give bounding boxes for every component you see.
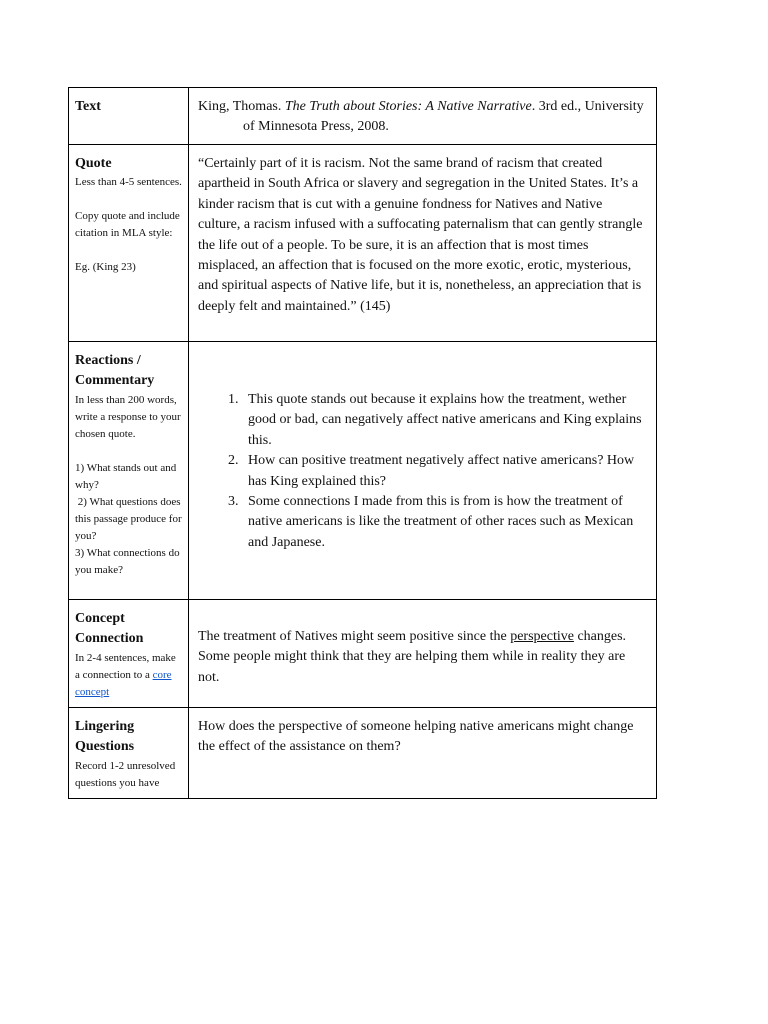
concept-text-start: The treatment of Natives might seem positive since the <box>198 629 511 644</box>
quote-label: Quote <box>75 156 112 171</box>
quote-note-length: Less than 4-5 sentences. <box>75 176 182 189</box>
reactions-note-q1: 1) What stands out and why? <box>75 461 177 491</box>
reactions-label: Reactions / Commentary <box>75 353 155 389</box>
reactions-note-q3: 3) What connections do you make? <box>75 546 180 576</box>
reaction-item: 3. Some connections I made from this is from is how the treatment of native americans is like the treatment of other races such as Mexican and Japanese. <box>242 492 647 553</box>
concept-note-text: In 2-4 sentences, make a connection to a <box>75 651 176 681</box>
text-row <box>69 88 657 145</box>
quote-row <box>69 145 657 342</box>
quote-text: “Certainly part of it is racism. Not the same brand of racism that created apartheid in South Africa or slavery and segregation in the United States. It’s a kinder racism that is cut with a genuine fondness for Natives and Native culture, a racism infused with a suffocating paternalism that can gently strangle the life out of a people. To be sure, it is an affection that is most times misplaced, an affection that is focused on the more exotic, erotic, mysterious, and spiritual aspects of Native life, but it is, nonetheless, an appreciation that is deeply felt and maintained.” (145) <box>189 145 657 342</box>
text-label: Text <box>75 99 101 114</box>
reading-response-table <box>68 87 657 799</box>
perspective-term: perspective <box>510 629 574 644</box>
reactions-note-q2: 2) What questions does this passage produce for you? <box>75 495 185 542</box>
citation-publisher: . 3rd ed., University <box>531 99 644 114</box>
citation-title: The Truth about Stories: A Native Narrative <box>284 99 532 114</box>
reactions-list <box>198 390 647 553</box>
reactions-row <box>69 342 657 600</box>
reactions-note-intro: In less than 200 words, write a response to your chosen quote. <box>75 393 181 440</box>
core-concept-link[interactable]: core concept <box>75 668 172 698</box>
concept-row <box>69 600 657 708</box>
lingering-label-cell <box>69 707 189 798</box>
reaction-item: 1. This quote stands out because it explains how the treatment, wether good or bad, can negatively affect native americans and King explains this. <box>242 390 647 451</box>
concept-note <box>75 650 183 701</box>
quote-label-cell <box>69 145 189 342</box>
lingering-row <box>69 707 657 798</box>
citation-author: King, Thomas. <box>198 99 282 114</box>
concept-label-cell <box>69 600 189 708</box>
quote-note-citation: Copy quote and include citation in MLA style: <box>75 210 180 240</box>
citation-line-1 <box>198 97 647 117</box>
lingering-note: Record 1-2 unresolved questions you have <box>75 759 176 789</box>
lingering-label: Lingering Questions <box>75 718 135 755</box>
lingering-text: How does the perspective of someone helping native americans might change the effect of the assistance on them? <box>189 707 657 798</box>
quote-note-example: Eg. (King 23) <box>75 261 136 274</box>
citation-line-2: of Minnesota Press, 2008. <box>243 119 389 135</box>
concept-text-end: changes. Some people might think that they are helping them while in reality they are not. <box>198 629 627 685</box>
citation-cell <box>189 88 657 145</box>
reactions-cell <box>189 342 657 600</box>
text-label-cell <box>69 88 189 145</box>
concept-cell <box>189 600 657 708</box>
reaction-item: 2. How can positive treatment negatively affect native americans? How has King explained this? <box>242 451 647 492</box>
concept-label: Concept Connection <box>75 611 144 647</box>
reactions-label-cell <box>69 342 189 600</box>
